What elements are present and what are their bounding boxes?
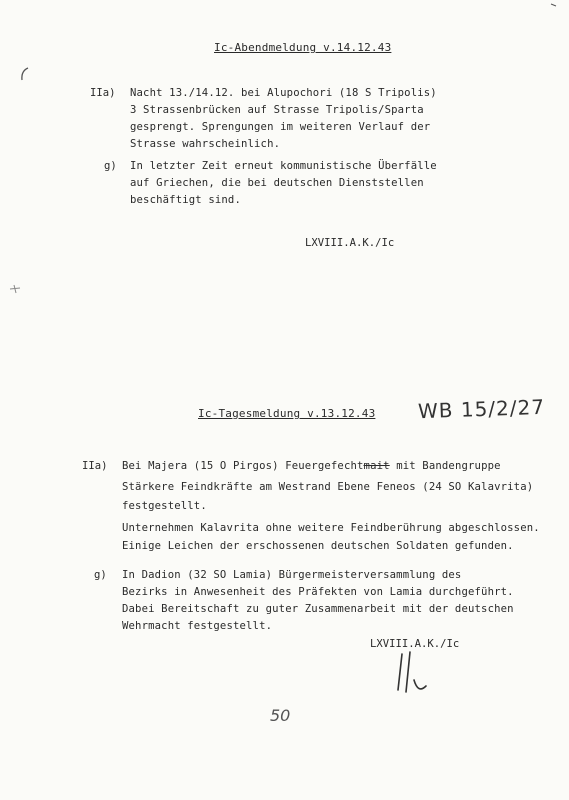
- report1-iia-line-1: Nacht 13./14.12. bei Alupochori (18 S Tripolis): [130, 87, 437, 99]
- report2-title: Ic-Tagesmeldung v.13.12.43: [198, 407, 376, 420]
- handwritten-signature: [394, 650, 434, 696]
- report1-g-line-1: In letzter Zeit erneut kommunistische Überfälle: [130, 160, 437, 172]
- report2-iia-line-2: Stärkere Feindkräfte am Westrand Ebene Feneos (24 SO Kalavrita): [122, 481, 534, 493]
- corner-mark: [548, 0, 568, 20]
- report2-iia-line-1: [122, 460, 501, 472]
- report2-g-line-1: In Dadion (32 SO Lamia) Bürgermeisterversammlung des: [122, 569, 462, 581]
- report2-iia-line-1-post: mit Bandengruppe: [389, 460, 501, 472]
- report2-g-line-3: Dabei Bereitschaft zu guter Zusammenarbeit mit der deutschen: [122, 603, 514, 615]
- report1-iia-line-3: gesprengt. Sprengungen im weiteren Verlauf der: [130, 121, 431, 133]
- report2-iia-line-1-pre: Bei Majera (15 O Pirgos) Feuergefecht: [122, 460, 364, 472]
- report1-signature: LXVIII.A.K./Ic: [305, 237, 395, 249]
- report2-section-g-label: g): [94, 569, 107, 581]
- report1-iia-line-4: Strasse wahrscheinlich.: [130, 138, 281, 150]
- report1-title: Ic-Abendmeldung v.14.12.43: [214, 41, 392, 54]
- report2-g-line-2: Bezirks in Anwesenheit des Präfekten von Lamia durchgeführt.: [122, 586, 514, 598]
- handwritten-reference-stamp: WB 15/2/27: [417, 394, 546, 424]
- report2-signature: LXVIII.A.K./Ic: [370, 638, 460, 650]
- report2-section-iia-label: IIa): [82, 460, 108, 472]
- report1-iia-line-2: 3 Strassenbrücken auf Strasse Tripolis/Sparta: [130, 104, 424, 116]
- report2-iia-struck-word: mait: [363, 460, 390, 472]
- report2-g-line-4: Wehrmacht festgestellt.: [122, 620, 273, 632]
- report2-iia-line-4: Unternehmen Kalavrita ohne weitere Feindberührung abgeschlossen.: [122, 522, 540, 534]
- report2-iia-line-5: Einige Leichen der erschossenen deutschen Soldaten gefunden.: [122, 540, 514, 552]
- report1-g-line-3: beschäftigt sind.: [130, 194, 241, 206]
- report1-section-g-label: g): [104, 160, 117, 172]
- margin-mark-tick: [8, 282, 22, 296]
- margin-mark-bracket: [18, 66, 32, 82]
- report2-iia-line-3: festgestellt.: [122, 500, 207, 512]
- report1-g-line-2: auf Griechen, die bei deutschen Dienststellen: [130, 177, 424, 189]
- page-number: 50: [270, 706, 291, 725]
- report1-section-iia-label: IIa): [90, 87, 116, 99]
